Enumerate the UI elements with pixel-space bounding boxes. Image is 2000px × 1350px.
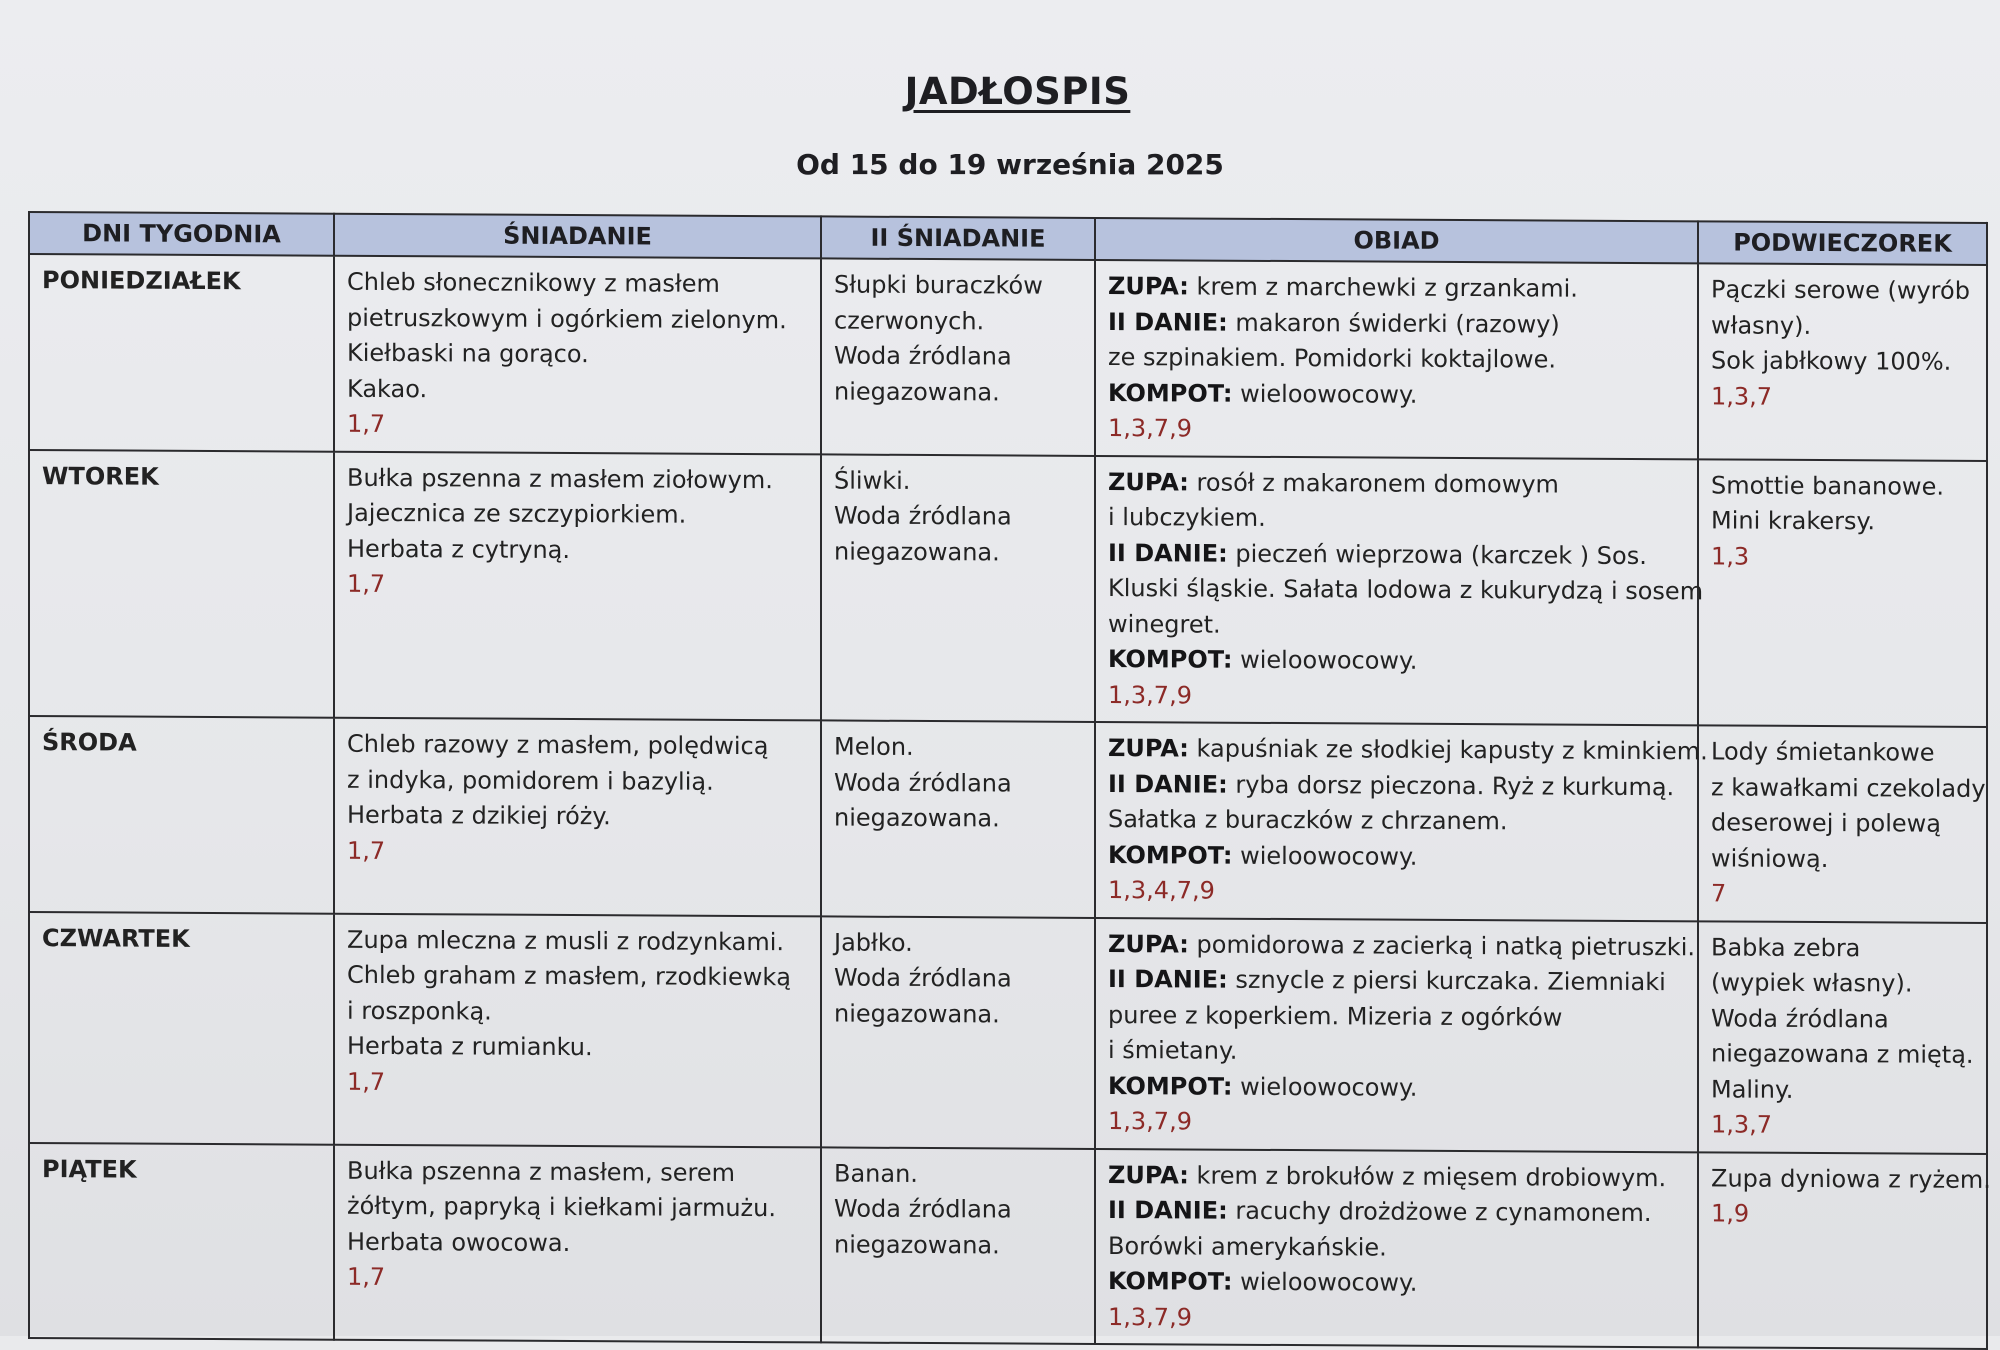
snack-line: Sok jabłkowy 100%. — [1711, 346, 1952, 376]
breakfast-line: Chleb razowy z masłem, polędwicą — [347, 729, 769, 761]
second-breakfast-cell — [821, 454, 1095, 722]
compote-line — [1108, 1069, 1685, 1108]
compote-line-label: KOMPOT: — [1108, 1071, 1233, 1101]
compote-line — [1108, 1264, 1685, 1303]
header-snack: PODWIECZOREK — [1698, 221, 1987, 265]
breakfast-line: żółtym, papryką i kiełkami jarmużu. — [347, 1191, 776, 1223]
soup-line-text: rosół z makaronem domowym — [1196, 468, 1559, 499]
allergen-codes: 1,3,7,9 — [1108, 680, 1192, 710]
snack-cell — [1698, 263, 1987, 460]
breakfast-cell — [334, 1144, 821, 1342]
main-course-line — [1108, 305, 1685, 344]
main-course-line-label: II DANIE: — [1108, 538, 1228, 568]
soup-line — [1108, 269, 1685, 308]
main-course-line — [1108, 1193, 1685, 1232]
breakfast-line: Bułka pszenna z masłem ziołowym. — [347, 463, 773, 494]
compote-line-label: KOMPOT: — [1108, 1267, 1233, 1296]
soup-line-label: ZUPA: — [1108, 272, 1189, 301]
second-breakfast-line: Słupki buraczków — [834, 270, 1043, 300]
soup-line-label: ZUPA: — [1108, 929, 1189, 958]
snack-line: z kawałkami czekolady — [1711, 772, 1986, 803]
allergen-codes: 1,3,7 — [1711, 381, 1773, 411]
snack-line: własny). — [1711, 310, 1812, 340]
second-breakfast-cell — [821, 916, 1095, 1149]
main-course-continued-line: Sałatka z buraczków z chrzanem. — [1108, 805, 1508, 836]
breakfast-line: Bułka pszenna z masłem, serem — [347, 1156, 735, 1187]
second-breakfast-line: niegazowana. — [834, 999, 1000, 1028]
second-breakfast-line: niegazowana. — [834, 537, 1000, 566]
compote-line-text: wieloowocowy. — [1240, 1072, 1418, 1102]
main-course-continued-line: puree z koperkiem. Mizeria z ogórków — [1108, 1000, 1563, 1032]
allergen-codes: 1,7 — [347, 1067, 386, 1096]
snack-cell — [1698, 921, 1987, 1154]
compote-line — [1108, 376, 1685, 415]
day-name: PONIEDZIAŁEK — [29, 254, 334, 451]
day-name: CZWARTEK — [29, 912, 334, 1145]
snack-line: Babka zebra — [1711, 932, 1861, 962]
second-breakfast-line: Woda źródlana — [834, 501, 1012, 531]
soup-line — [1108, 465, 1685, 504]
second-breakfast-cell — [821, 1147, 1095, 1344]
snack-line: Mini krakersy. — [1711, 506, 1875, 536]
compote-line — [1108, 642, 1685, 681]
breakfast-line: Herbata z dzikiej róży. — [347, 800, 611, 831]
soup-line — [1108, 731, 1708, 770]
compote-line-label: KOMPOT: — [1108, 840, 1233, 870]
main-course-continued-line: winegret. — [1108, 609, 1221, 639]
menu-table — [28, 211, 1991, 1350]
breakfast-cell — [334, 451, 821, 720]
second-breakfast-line: Woda źródlana — [834, 341, 1012, 371]
main-course-continued-line: Kluski śląskie. Sałata lodowa z kukurydzą i sosem — [1108, 574, 1704, 606]
main-course-continued-line: i śmietany. — [1108, 1036, 1238, 1065]
header-breakfast: ŚNIADANIE — [334, 214, 821, 259]
main-course-line-text: ryba dorsz pieczona. Ryż z kurkumą. — [1235, 770, 1675, 801]
soup-line — [1108, 1158, 1685, 1197]
main-course-line-text: racuchy drożdżowe z cynamonem. — [1235, 1196, 1652, 1228]
snack-line: Woda źródlana — [1711, 1003, 1889, 1033]
lunch-cell — [1095, 455, 1704, 725]
breakfast-cell — [334, 256, 821, 454]
page-title: JADŁOSPIS — [904, 70, 1131, 113]
breakfast-line: Chleb słonecznikowy z masłem — [347, 267, 720, 298]
second-breakfast-cell — [821, 258, 1095, 455]
main-course-line-label: II DANIE: — [1108, 1196, 1228, 1225]
compote-line-label: KOMPOT: — [1108, 645, 1233, 674]
header-days: DNI TYGODNIA — [29, 212, 334, 256]
header-lunch: OBIAD — [1095, 218, 1698, 263]
compote-line-label: KOMPOT: — [1108, 378, 1233, 408]
snack-cell — [1698, 1152, 1991, 1349]
header-second-breakfast: II ŚNIADANIE — [821, 216, 1095, 260]
second-breakfast-line: Banan. — [834, 1159, 918, 1188]
compote-line-text: wieloowocowy. — [1240, 645, 1418, 675]
menu-body — [29, 254, 1991, 1349]
breakfast-line: z indyka, pomidorem i bazylią. — [347, 765, 714, 796]
main-course-line — [1108, 767, 1685, 806]
second-breakfast-line: Jabłko. — [834, 928, 913, 957]
breakfast-cell — [334, 718, 821, 916]
soup-line-label: ZUPA: — [1108, 467, 1189, 496]
soup-line-label: ZUPA: — [1108, 1160, 1189, 1189]
snack-line: deserowej i polewą — [1711, 808, 1941, 838]
soup-line-text: krem z brokułów z mięsem drobiowym. — [1196, 1161, 1667, 1192]
breakfast-line: Kakao. — [347, 374, 428, 403]
main-course-line — [1108, 536, 1685, 575]
main-course-line-label: II DANIE: — [1108, 965, 1228, 994]
day-name: ŚRODA — [29, 716, 334, 913]
day-name: PIĄTEK — [29, 1143, 334, 1340]
day-row — [29, 254, 1987, 460]
compote-line-text: wieloowocowy. — [1240, 1267, 1418, 1297]
breakfast-line: Zupa mleczna z musli z rodzynkami. — [347, 925, 785, 956]
snack-cell — [1698, 725, 1987, 922]
second-breakfast-line: niegazowana. — [834, 1230, 1000, 1259]
main-course-line-text: sznycle z piersi kurczaka. Ziemniaki — [1235, 965, 1666, 997]
lunch-cell — [1095, 917, 1698, 1151]
main-course-continued-line: Borówki amerykańskie. — [1108, 1231, 1387, 1262]
snack-line: (wypiek własny). — [1711, 968, 1913, 998]
breakfast-cell — [334, 913, 821, 1147]
breakfast-line: Herbata owocowa. — [347, 1227, 571, 1257]
breakfast-line: Chleb graham z masłem, rzodkiewką — [347, 960, 791, 992]
day-name: WTOREK — [29, 450, 334, 718]
second-breakfast-line: Woda źródlana — [834, 1194, 1012, 1224]
second-breakfast-line: niegazowana. — [834, 803, 1000, 833]
allergen-codes: 1,3,7,9 — [1108, 1107, 1192, 1136]
snack-cell — [1698, 459, 1987, 727]
second-breakfast-line: Woda źródlana — [834, 768, 1012, 797]
breakfast-line: Jajecznica ze szczypiorkiem. — [347, 498, 687, 529]
main-course-line-label: II DANIE: — [1108, 307, 1228, 337]
second-breakfast-line: niegazowana. — [834, 377, 1000, 406]
soup-line-text: pomidorowa z zacierką i natką pietruszki. — [1196, 930, 1695, 961]
breakfast-line: i roszponką. — [347, 996, 492, 1026]
breakfast-line: Herbata z cytryną. — [347, 534, 571, 564]
soup-line-text: krem z marchewki z grzankami. — [1196, 272, 1578, 303]
breakfast-line: Kiełbaski na gorąco. — [347, 338, 589, 369]
main-course-line-text: makaron świderki (razowy) — [1235, 308, 1560, 339]
breakfast-line: pietruszkowym i ogórkiem zielonym. — [347, 303, 787, 334]
snack-line: Lody śmietankowe — [1711, 737, 1935, 767]
date-range: Od 15 do 19 września 2025 — [796, 148, 1224, 181]
allergen-codes: 1,3,7,9 — [1108, 414, 1192, 443]
second-breakfast-line: Woda źródlana — [834, 963, 1012, 993]
main-course-line — [1108, 962, 1685, 1001]
main-course-continued-line: ze szpinakiem. Pomidorki koktajlowe. — [1108, 343, 1556, 374]
compote-line-text: wieloowocowy. — [1240, 379, 1418, 409]
soup-continued-line: i lubczykiem. — [1108, 503, 1266, 532]
allergen-codes: 1,7 — [347, 569, 386, 598]
breakfast-line: Herbata z rumianku. — [347, 1031, 593, 1062]
allergen-codes: 1,7 — [347, 409, 386, 438]
second-breakfast-line: Śliwki. — [834, 466, 911, 495]
day-row — [29, 716, 1987, 922]
soup-line-text: kapuśniak ze słodkiej kapusty z kminkiem. — [1196, 734, 1708, 766]
day-row — [29, 1143, 1987, 1349]
allergen-codes: 1,3,7,9 — [1108, 1302, 1192, 1332]
allergen-codes: 1,3,4,7,9 — [1108, 876, 1215, 905]
day-row — [29, 912, 1987, 1154]
day-row — [29, 450, 1987, 727]
allergen-codes: 7 — [1711, 879, 1727, 908]
allergen-codes: 1,7 — [347, 1262, 386, 1291]
compote-line — [1108, 838, 1685, 877]
soup-line — [1108, 927, 1695, 966]
snack-line: wiśniową. — [1711, 843, 1829, 873]
second-breakfast-cell — [821, 720, 1095, 917]
snack-line: Pączki serowe (wyrób — [1711, 275, 1970, 305]
lunch-cell — [1095, 1148, 1698, 1347]
snack-line: niegazowana z miętą. — [1711, 1039, 1974, 1069]
snack-line: Maliny. — [1711, 1074, 1794, 1104]
lunch-cell — [1095, 722, 1708, 921]
allergen-codes: 1,3,7 — [1711, 1110, 1773, 1139]
snack-line: Zupa dyniowa z ryżem. — [1711, 1163, 1991, 1194]
second-breakfast-line: czerwonych. — [834, 306, 985, 335]
snack-line: Smottie bananowe. — [1711, 470, 1944, 501]
main-course-line-text: pieczeń wieprzowa (karczek ) Sos. — [1235, 539, 1647, 570]
allergen-codes: 1,7 — [347, 836, 386, 865]
compote-line-text: wieloowocowy. — [1240, 841, 1418, 871]
allergen-codes: 1,9 — [1711, 1199, 1750, 1228]
second-breakfast-line: Melon. — [834, 732, 914, 761]
lunch-cell — [1095, 260, 1698, 459]
soup-line-label: ZUPA: — [1108, 734, 1189, 763]
allergen-codes: 1,3 — [1711, 541, 1750, 571]
main-course-line-label: II DANIE: — [1108, 769, 1228, 799]
